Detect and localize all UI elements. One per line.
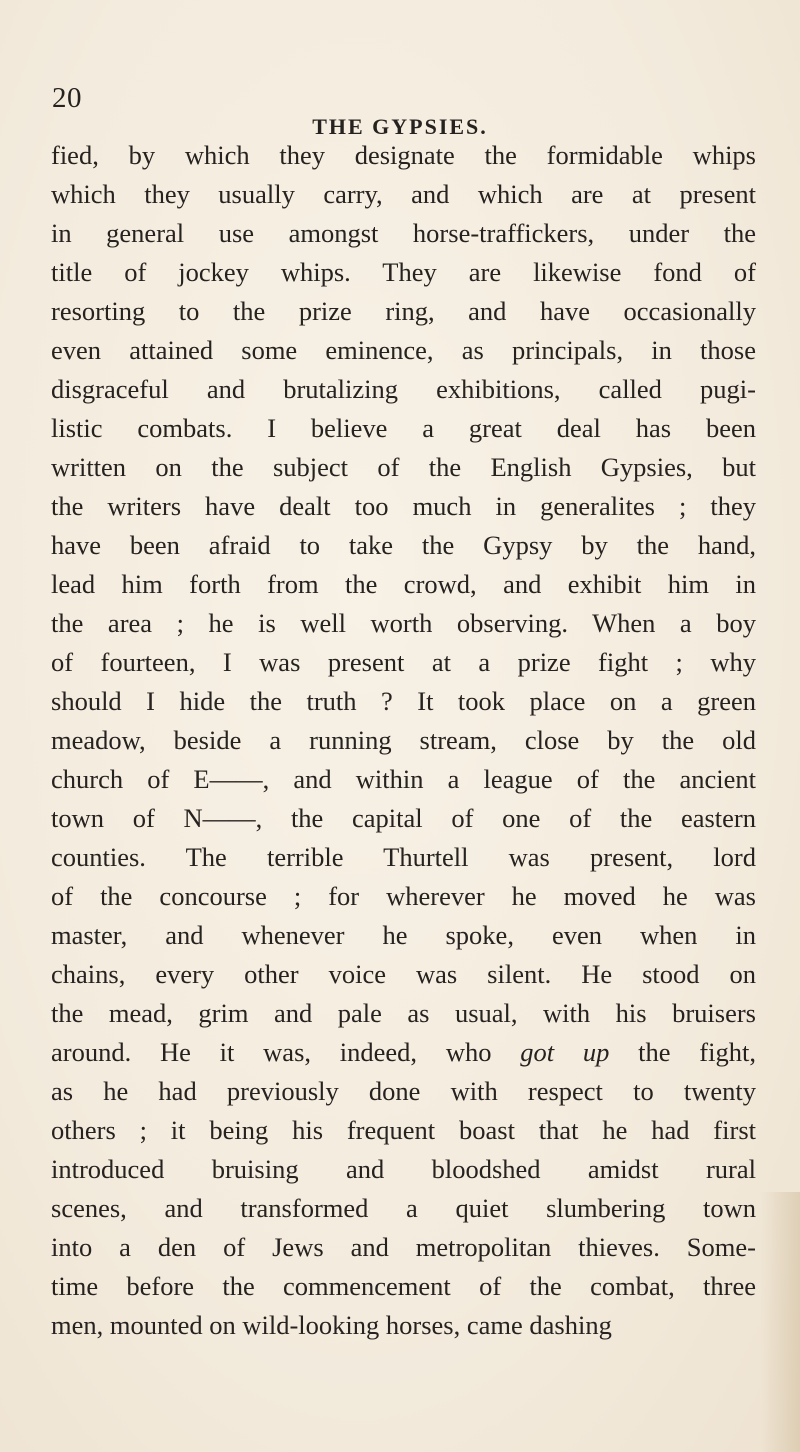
text-line: the mead, grim and pale as usual, with his bruisers [51, 998, 756, 1028]
text-line: as he had previously done with respect to twenty [51, 1076, 756, 1106]
text-line: time before the commencement of the combat, three [51, 1271, 756, 1301]
text-line: of the concourse ; for wherever he moved he was [51, 881, 756, 911]
text-line: should I hide the truth ? It took place on a green [51, 686, 756, 716]
text-line: disgraceful and brutalizing exhibitions, called pugi- [51, 374, 756, 404]
text-line: listic combats. I believe a great deal has been [51, 413, 756, 443]
text-line: have been afraid to take the Gypsy by the hand, [51, 530, 756, 560]
text-line-with-italic [51, 1033, 756, 1072]
text-line: fied, by which they designate the formidable whips [51, 140, 756, 170]
running-title: THE GYPSIES. [312, 114, 488, 139]
text-line: church of E——, and within a league of the ancient [51, 764, 756, 794]
italic-phrase: got up [520, 1037, 610, 1067]
text-line: the area ; he is well worth observing. When a boy [51, 608, 756, 638]
text-line: even attained some eminence, as principals, in those [51, 335, 756, 365]
text-line: master, and whenever he spoke, even when in [51, 920, 756, 950]
text-line: scenes, and transformed a quiet slumbering town [51, 1193, 756, 1223]
text-line: counties. The terrible Thurtell was present, lord [51, 842, 756, 872]
text-line: in general use amongst horse-traffickers, under the [51, 218, 756, 248]
text-line: town of N——, the capital of one of the eastern [51, 803, 756, 833]
text-line: which they usually carry, and which are at present [51, 179, 756, 209]
text-line: lead him forth from the crowd, and exhibit him in [51, 569, 756, 599]
text-line: meadow, beside a running stream, close by the old [51, 725, 756, 755]
text-line: of fourteen, I was present at a prize fight ; why [51, 647, 756, 677]
text-line: introduced bruising and bloodshed amidst rural [51, 1154, 756, 1184]
text-line-segment: the fight, [638, 1037, 756, 1067]
paper-stain [760, 1192, 800, 1452]
text-line: men, mounted on wild-looking horses, came dashing [51, 1310, 612, 1340]
page-number: 20 [52, 82, 82, 114]
text-line: chains, every other voice was silent. He stood on [51, 959, 756, 989]
text-line: title of jockey whips. They are likewise fond of [51, 257, 756, 287]
body-text [51, 136, 756, 1345]
text-line: the writers have dealt too much in generalites ; they [51, 491, 756, 521]
text-line-segment: around. He it was, indeed, who [51, 1037, 492, 1067]
text-line: written on the subject of the English Gypsies, but [51, 452, 756, 482]
text-line: others ; it being his frequent boast that he had first [51, 1115, 756, 1145]
text-line: into a den of Jews and metropolitan thieves. Some- [51, 1232, 756, 1262]
text-line: resorting to the prize ring, and have occasionally [51, 296, 756, 326]
